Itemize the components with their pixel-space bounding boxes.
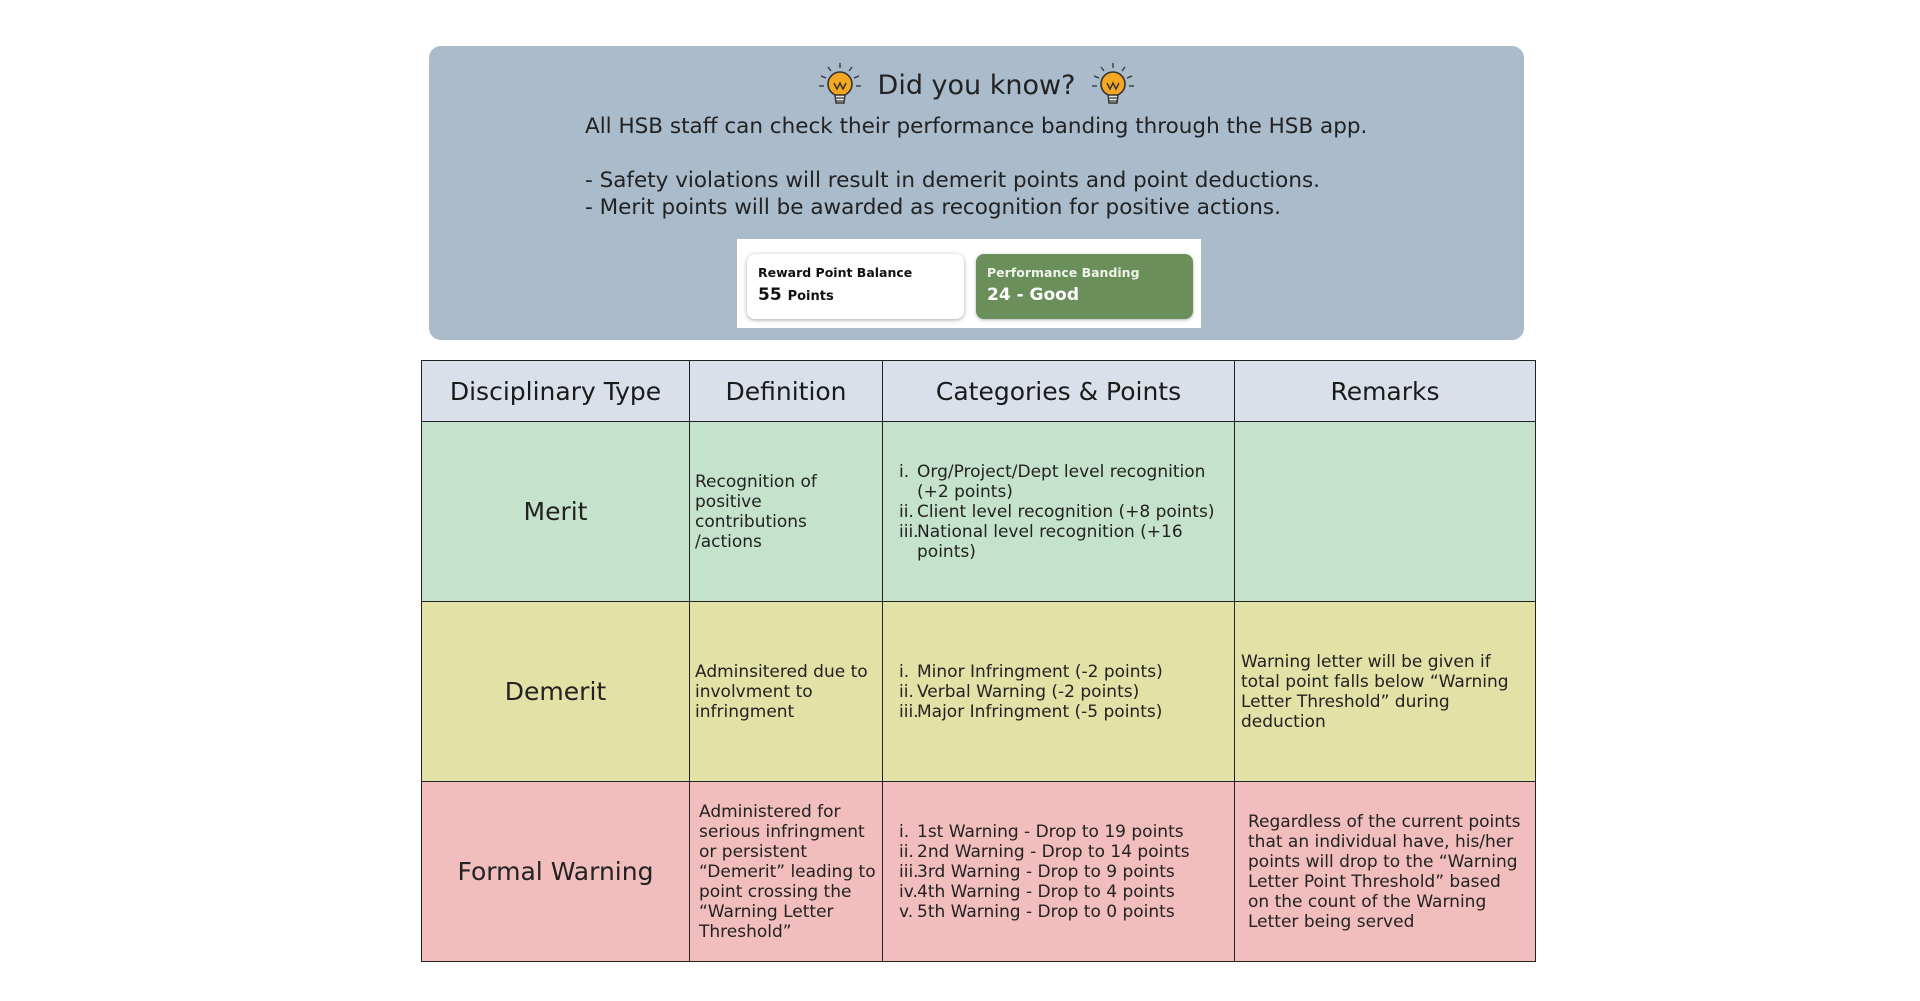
category-number: ii. bbox=[899, 841, 914, 862]
category-text: 4th Warning - Drop to 4 points bbox=[917, 881, 1175, 902]
category-number: iii. bbox=[899, 521, 919, 542]
type-cell: Merit bbox=[422, 422, 690, 602]
category-number: i. bbox=[899, 661, 910, 682]
did-you-know-banner bbox=[429, 46, 1524, 340]
categories-cell bbox=[883, 782, 1235, 962]
category-text: Verbal Warning (-2 points) bbox=[917, 681, 1140, 702]
category-text: Major Infringment (-5 points) bbox=[917, 701, 1163, 722]
category-number: iii. bbox=[899, 701, 919, 722]
banner-line-merit: - Merit points will be awarded as recognition for positive actions. bbox=[585, 195, 1281, 220]
category-item bbox=[899, 822, 1234, 842]
remarks-cell bbox=[1235, 422, 1536, 602]
banner-line-app: All HSB staff can check their performance banding through the HSB app. bbox=[585, 114, 1368, 139]
category-text: 2nd Warning - Drop to 14 points bbox=[917, 841, 1190, 862]
category-text: 3rd Warning - Drop to 9 points bbox=[917, 861, 1175, 882]
definition-cell: Adminsitered due to involvment to infringment bbox=[690, 602, 883, 782]
banner-title-row bbox=[429, 56, 1524, 114]
reward-points-number: 55 bbox=[758, 285, 782, 305]
category-text: National level recognition (+16 points) bbox=[917, 521, 1183, 562]
category-text: 1st Warning - Drop to 19 points bbox=[917, 821, 1184, 842]
reward-points-unit: Points bbox=[787, 289, 834, 304]
category-item bbox=[899, 522, 1234, 562]
disciplinary-table bbox=[421, 360, 1536, 962]
category-item bbox=[899, 502, 1234, 522]
category-item bbox=[899, 862, 1234, 882]
category-text: Minor Infringment (-2 points) bbox=[917, 661, 1163, 682]
definition-cell: Recognition of positive contributions /actions bbox=[690, 422, 883, 602]
table-row-demerit bbox=[422, 602, 1536, 782]
banner-title: Did you know? bbox=[877, 69, 1076, 101]
category-number: v. bbox=[899, 901, 914, 922]
performance-banding-label: Performance Banding bbox=[987, 265, 1140, 280]
categories-list bbox=[899, 662, 1234, 722]
category-item bbox=[899, 682, 1234, 702]
performance-banding-card bbox=[976, 254, 1193, 319]
category-number: iv. bbox=[899, 881, 918, 902]
lightbulb-icon bbox=[816, 61, 864, 109]
header-definition: Definition bbox=[690, 361, 883, 422]
category-text: Client level recognition (+8 points) bbox=[917, 501, 1215, 522]
type-cell: Formal Warning bbox=[422, 782, 690, 962]
categories-cell bbox=[883, 602, 1235, 782]
category-text: Org/Project/Dept level recognition (+2 points) bbox=[917, 461, 1206, 502]
table-header-row bbox=[422, 361, 1536, 422]
category-number: iii. bbox=[899, 861, 919, 882]
category-item bbox=[899, 662, 1234, 682]
category-item bbox=[899, 902, 1234, 922]
remarks-cell: Regardless of the current points that an individual have, his/her points will drop to the “Warning Letter Point Threshold” based on the count of the Warning Letter being served bbox=[1235, 782, 1536, 962]
header-disciplinary-type: Disciplinary Type bbox=[422, 361, 690, 422]
type-cell: Demerit bbox=[422, 602, 690, 782]
banner-line-demerit: - Safety violations will result in demerit points and point deductions. bbox=[585, 168, 1320, 193]
lightbulb-icon bbox=[1089, 61, 1137, 109]
category-item bbox=[899, 702, 1234, 722]
category-number: ii. bbox=[899, 681, 914, 702]
categories-list bbox=[899, 462, 1234, 562]
table-row-formal-warning bbox=[422, 782, 1536, 962]
definition-cell: Administered for serious infringment or persistent “Demerit” leading to point crossing the “Warning Letter Threshold” bbox=[690, 782, 883, 962]
category-item bbox=[899, 882, 1234, 902]
category-number: i. bbox=[899, 461, 910, 482]
app-preview bbox=[737, 239, 1201, 328]
performance-banding-value: 24 - Good bbox=[987, 285, 1080, 305]
category-text: 5th Warning - Drop to 0 points bbox=[917, 901, 1175, 922]
remarks-cell: Warning letter will be given if total point falls below “Warning Letter Threshold” during deduction bbox=[1235, 602, 1536, 782]
reward-balance-card bbox=[747, 254, 964, 319]
category-number: i. bbox=[899, 821, 910, 842]
table-row-merit bbox=[422, 422, 1536, 602]
header-categories-points: Categories & Points bbox=[883, 361, 1235, 422]
category-number: ii. bbox=[899, 501, 914, 522]
category-item bbox=[899, 842, 1234, 862]
category-item bbox=[899, 462, 1234, 502]
categories-cell bbox=[883, 422, 1235, 602]
header-remarks: Remarks bbox=[1235, 361, 1536, 422]
categories-list bbox=[899, 822, 1234, 922]
reward-balance-value bbox=[758, 285, 953, 305]
reward-balance-label: Reward Point Balance bbox=[758, 265, 913, 280]
